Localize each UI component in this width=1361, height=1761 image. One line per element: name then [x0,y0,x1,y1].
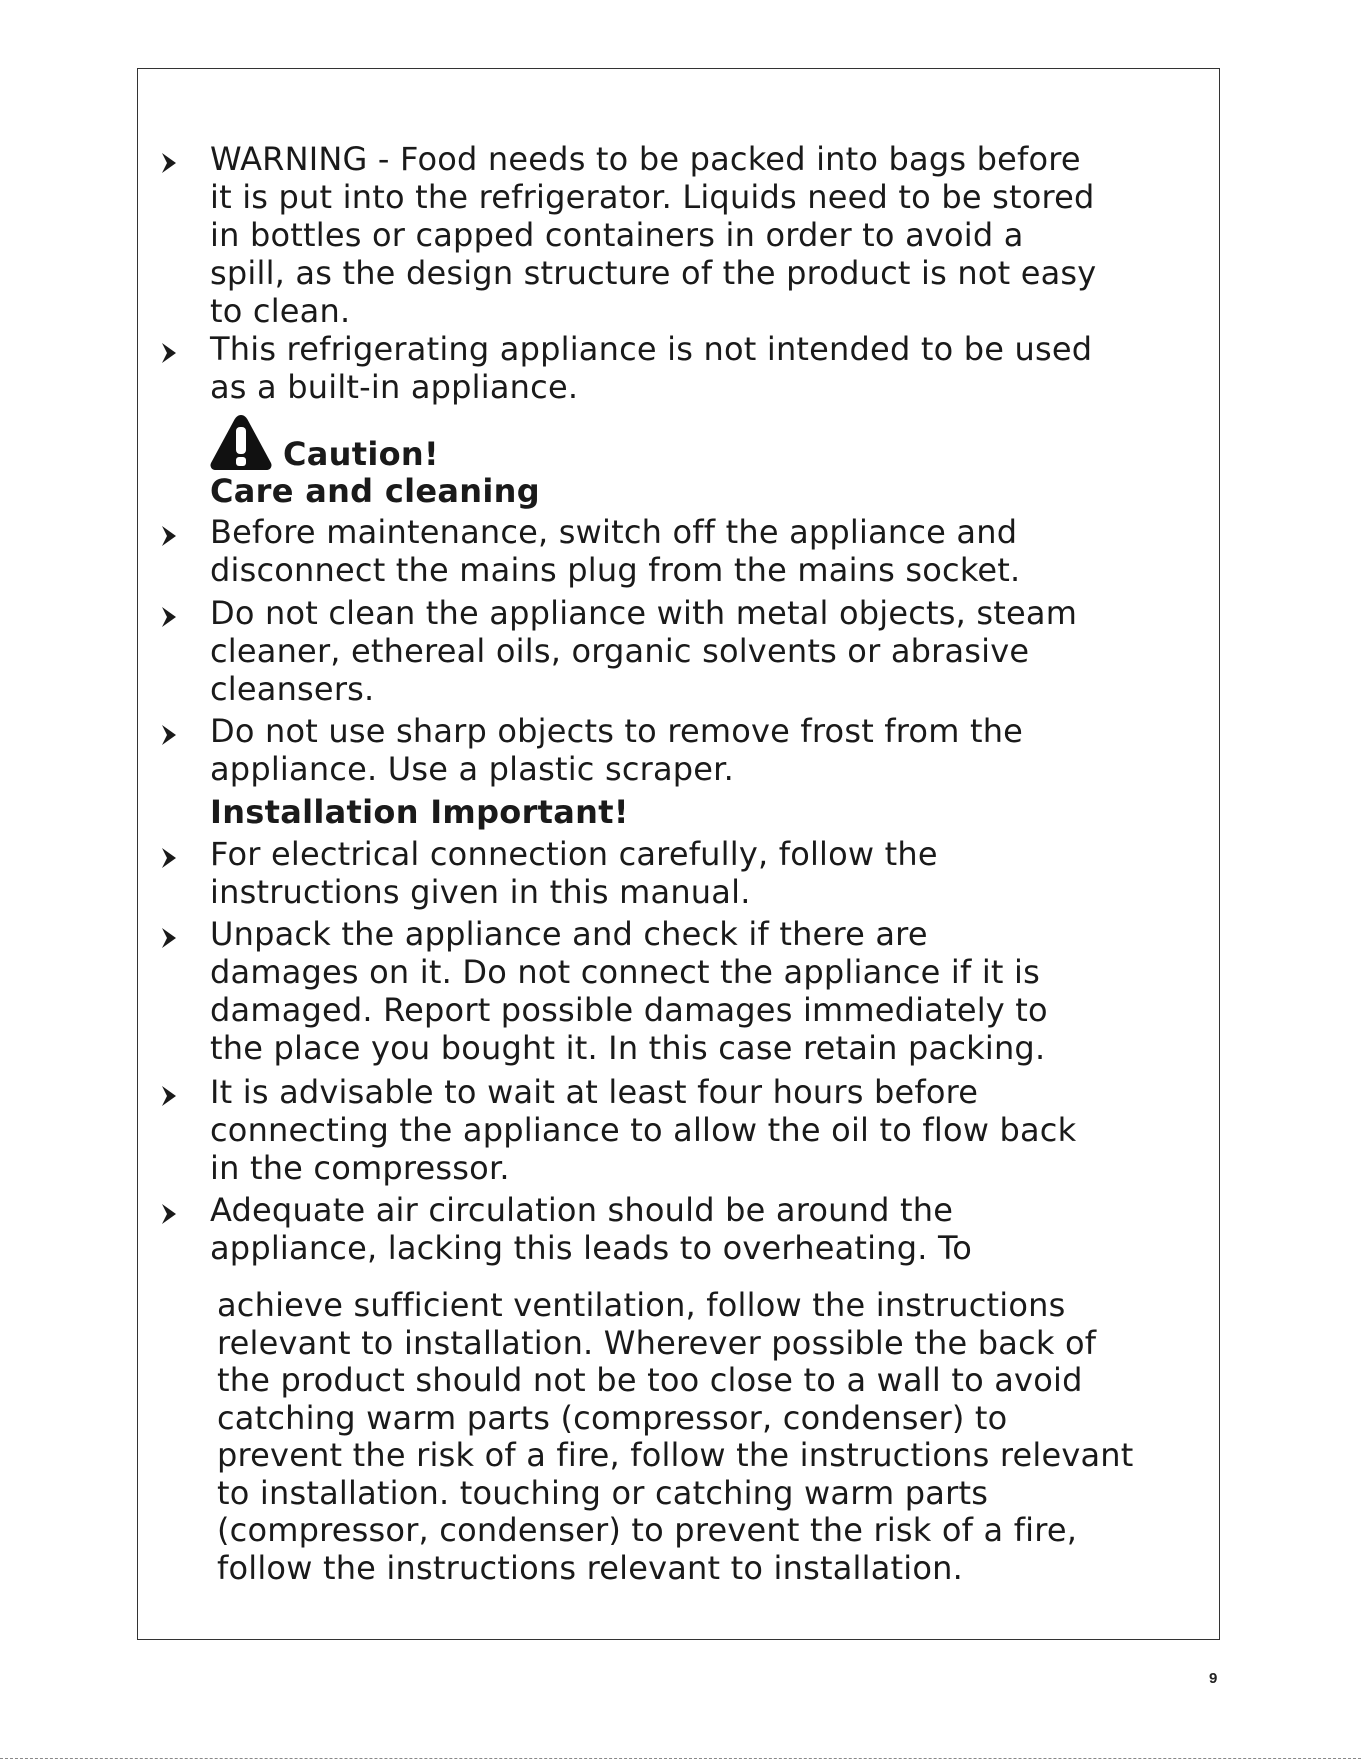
list-item-text: It is advisable to wait at least four hours before connecting the appliance to allow the oil to flow back in the compressor. [210,1073,1077,1187]
arrow-bullet-icon [160,722,178,748]
list-item-text: Adequate air circulation should be around the appliance, lacking this leads to overheating. To [210,1191,973,1267]
arrow-bullet-icon [160,150,178,176]
arrow-bullet-icon [160,604,178,630]
page-bottom-divider [0,1758,1361,1759]
arrow-bullet-icon [160,523,178,549]
installation-heading: Installation Important! [210,793,629,831]
caution-heading: Caution! [283,435,439,473]
arrow-bullet-icon [160,845,178,871]
list-item-text: WARNING - Food needs to be packed into bags before it is put into the refrigerator. Liquids need to be stored in bottles or capped containers in order to avoid a spill, as the design structure of the product is not easy to clean. [210,140,1097,330]
warning-triangle-icon [209,413,273,471]
page-number: 9 [1209,1670,1218,1687]
list-item-text: Do not use sharp objects to remove frost from the appliance. Use a plastic scraper. [210,712,1024,788]
arrow-bullet-icon [160,925,178,951]
list-item-text: For electrical connection carefully, follow the instructions given in this manual. [210,835,938,911]
list-item-text: This refrigerating appliance is not intended to be used as a built-in appliance. [210,330,1093,406]
arrow-bullet-icon [160,1201,178,1227]
list-item-text: Before maintenance, switch off the appliance and disconnect the mains plug from the mains socket. [210,513,1021,589]
arrow-bullet-icon [160,1083,178,1109]
continuation-paragraph: achieve sufficient ventilation, follow the instructions relevant to installation. Wherever possible the back of the product should not be too close to a wall to avoid catching warm parts (compressor, condenser) to prevent the risk of a fire, follow the instructions relevant to installation. touching or catching warm parts (compressor, condenser) to prevent the risk of a fire, follow the instructions relevant to installation. [217,1286,1134,1587]
list-item-text: Do not clean the appliance with metal objects, steam cleaner, ethereal oils, organic solvents or abrasive cleansers. [210,594,1078,708]
care-and-cleaning-heading: Care and cleaning [210,472,540,510]
arrow-bullet-icon [160,340,178,366]
list-item-text: Unpack the appliance and check if there are damages on it. Do not connect the appliance if it is damaged. Report possible damages immediately to the place you bought it. In this case retain packing. [210,915,1048,1067]
